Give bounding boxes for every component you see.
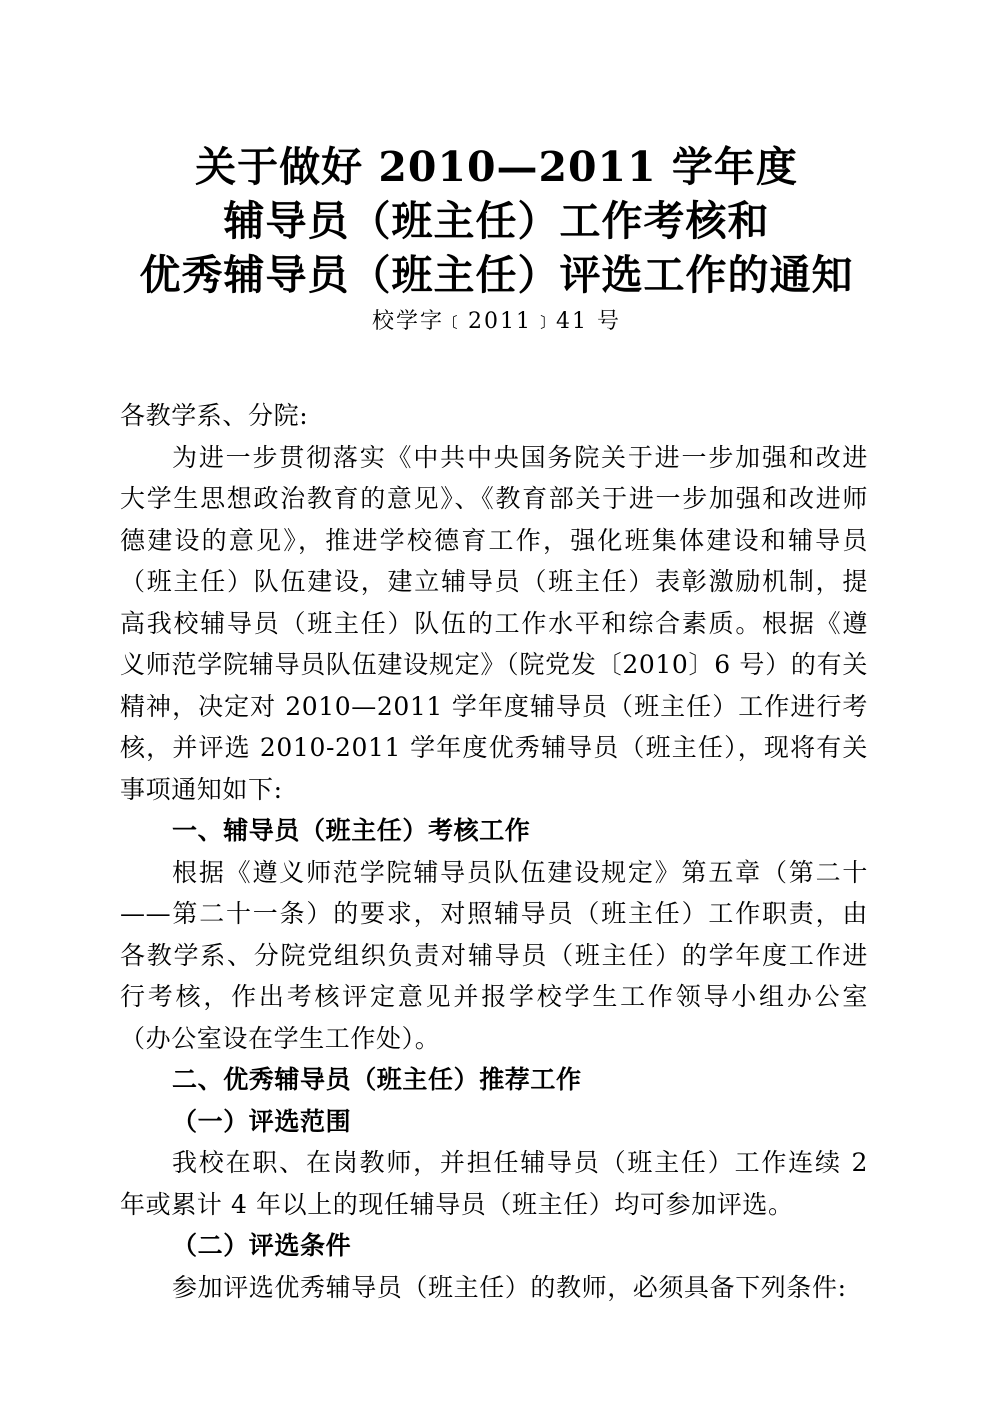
paragraph-line: 年或累计 4 年以上的现任辅导员（班主任）均可参加评选。 <box>120 1189 794 1219</box>
paragraph-line: 参加评选优秀辅导员（班主任）的教师，必须具备下列条件: <box>172 1272 847 1302</box>
paragraph-line: 事项通知如下: <box>120 774 283 804</box>
paragraph-line: 核，并评选 2010-2011 学年度优秀辅导员（班主任），现将有关 <box>120 733 868 762</box>
document-number: 校学字﹝2011﹞41 号 <box>372 309 621 334</box>
title-line-3: 优秀辅导员（班主任）评选工作的通知 <box>139 251 854 299</box>
paragraph-line: （班主任）队伍建设，建立辅导员（班主任）表彰激励机制，提 <box>120 567 868 596</box>
paragraph-line: 义师范学院辅导员队伍建设规定》（院党发〔2010〕6 号）的有关 <box>120 650 868 679</box>
paragraph-line: ——第二十一条）的要求，对照辅导员（班主任）工作职责，由 <box>120 899 868 928</box>
title-line-2: 辅导员（班主任）工作考核和 <box>223 197 770 245</box>
subsection-heading-conditions: （二）评选条件 <box>172 1231 352 1260</box>
paragraph-line: 我校在职、在岗教师，并担任辅导员（班主任）工作连续 2 <box>172 1148 868 1177</box>
paragraph-line: 高我校辅导员（班主任）队伍的工作水平和综合素质。根据《遵 <box>120 608 868 638</box>
salutation: 各教学系、分院: <box>120 401 309 430</box>
title-line-1: 关于做好 2010—2011 学年度 <box>195 143 798 191</box>
subsection-heading-scope: （一）评选范围 <box>172 1106 352 1136</box>
paragraph-line: 各教学系、分院党组织负责对辅导员（班主任）的学年度工作进 <box>120 940 868 970</box>
section-heading-1: 一、辅导员（班主任）考核工作 <box>172 816 531 845</box>
paragraph-line: 德建设的意见》，推进学校德育工作，强化班集体建设和辅导员 <box>120 525 868 555</box>
paragraph-line: 大学生思想政治教育的意见》、《教育部关于进一步加强和改进师 <box>120 484 868 513</box>
paragraph-line: （办公室设在学生工作处）。 <box>120 1023 441 1053</box>
paragraph-line: 行考核，作出考核评定意见并报学校学生工作领导小组办公室 <box>120 982 868 1011</box>
section-heading-2: 二、优秀辅导员（班主任）推荐工作 <box>172 1065 582 1094</box>
paragraph-line: 为进一步贯彻落实《中共中央国务院关于进一步加强和改进 <box>172 442 868 472</box>
paragraph-line: 精神，决定对 2010—2011 学年度辅导员（班主任）工作进行考 <box>120 691 868 721</box>
document-title <box>0 140 993 302</box>
document-body <box>120 395 868 1308</box>
paragraph-line: 根据《遵义师范学院辅导员队伍建设规定》第五章（第二十 <box>172 857 868 887</box>
